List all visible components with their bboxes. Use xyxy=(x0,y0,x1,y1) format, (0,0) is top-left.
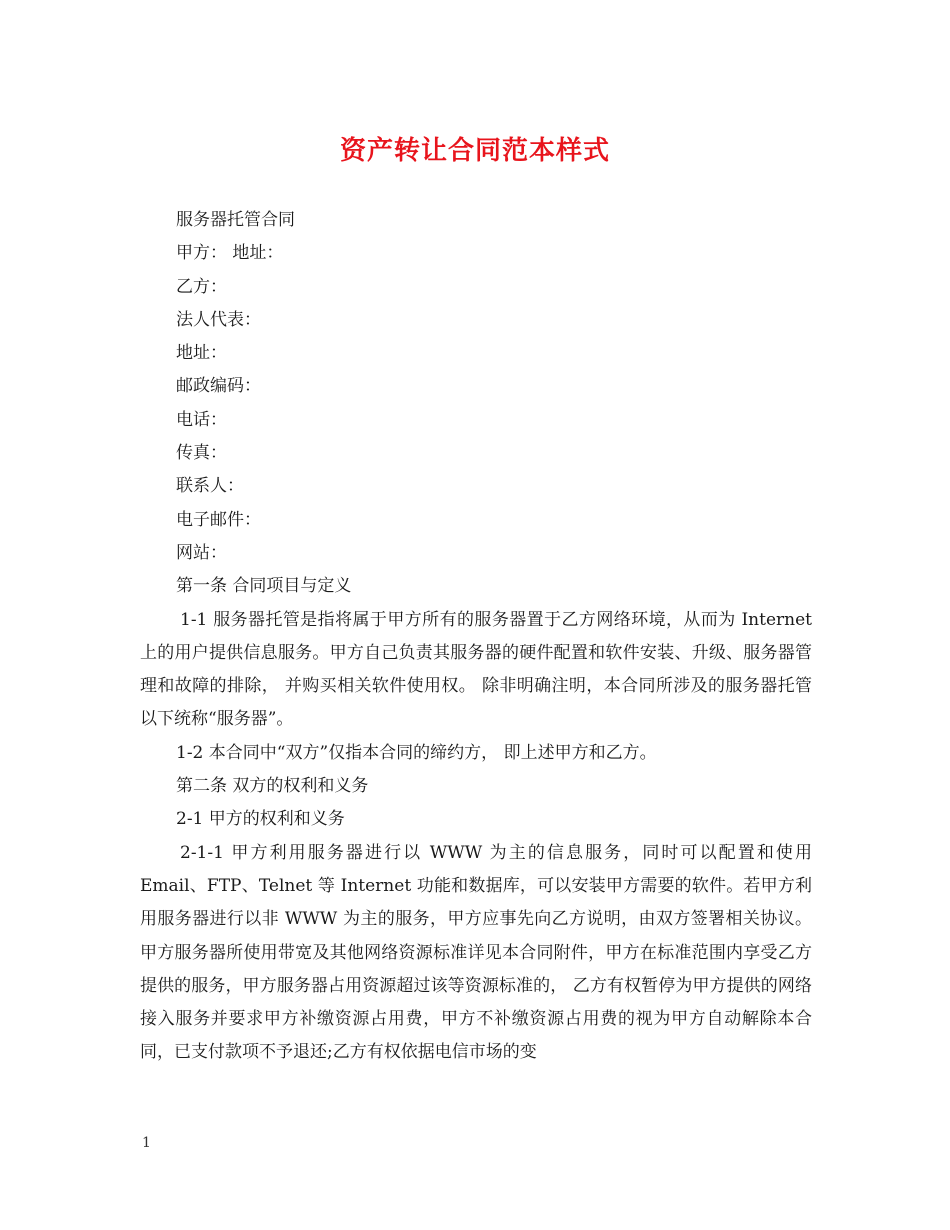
postal-code-field: 邮政编码： xyxy=(176,376,261,397)
clause-1-2: 1-2 本合同中“双方”仅指本合同的缔约方， 即上述甲方和乙方。 xyxy=(176,742,657,763)
clause-2-1-heading: 2-1 甲方的权利和义务 xyxy=(176,809,345,830)
clause-2-1-1: 2-1-1 甲方利用服务器进行以 WWW 为主的信息服务，同时可以配置和使用 Email、FTP、Telnet 等 Internet 功能和数据库，可以安装甲方需要的软件。若甲方利用服务器进行以非 WWW 为主的服务，甲方应事先向乙方说明，由双方签署相关协议。甲方服务器所使用带宽及其他网络资源标准详见本合同附件，甲方在标准范围内享受乙方提供的服务，甲方服务器占用资源超过该等资源标准的， 乙方有权暂停为甲方提供的网络接入服务并要求甲方补缴资源占用费，甲方不补缴资源占用费的视为甲方自动解除本合同，已支付款项不予退还;乙方有权依据电信市场的变 xyxy=(140,842,812,1063)
party-b-field: 乙方： xyxy=(176,276,227,297)
address-field: 地址： xyxy=(176,343,227,364)
document-body xyxy=(140,204,812,1070)
phone-field: 电话： xyxy=(176,409,227,430)
document-title: 资产转让合同范本样式 xyxy=(339,136,610,166)
party-a-field: 甲方： 地址： xyxy=(176,243,284,264)
fax-field: 传真： xyxy=(176,443,227,464)
email-field: 电子邮件： xyxy=(176,509,261,530)
website-field: 网站： xyxy=(176,542,227,563)
contract-name: 服务器托管合同 xyxy=(176,210,295,230)
page-number: 1 xyxy=(142,1135,151,1151)
contact-field: 联系人： xyxy=(176,476,244,497)
article-1-heading: 第一条 合同项目与定义 xyxy=(176,576,352,597)
legal-representative-field: 法人代表： xyxy=(176,309,261,330)
article-2-heading: 第二条 双方的权利和义务 xyxy=(176,776,369,797)
clause-1-1: 1-1 服务器托管是指将属于甲方所有的服务器置于乙方网络环境，从而为 Internet 上的用户提供信息服务。甲方自己负责其服务器的硬件配置和软件安装、升级、服务器管理和故障的排除， 并购买相关软件使用权。 除非明确注明，本合同所涉及的服务器托管以下统称“服务器”。 xyxy=(140,609,812,730)
